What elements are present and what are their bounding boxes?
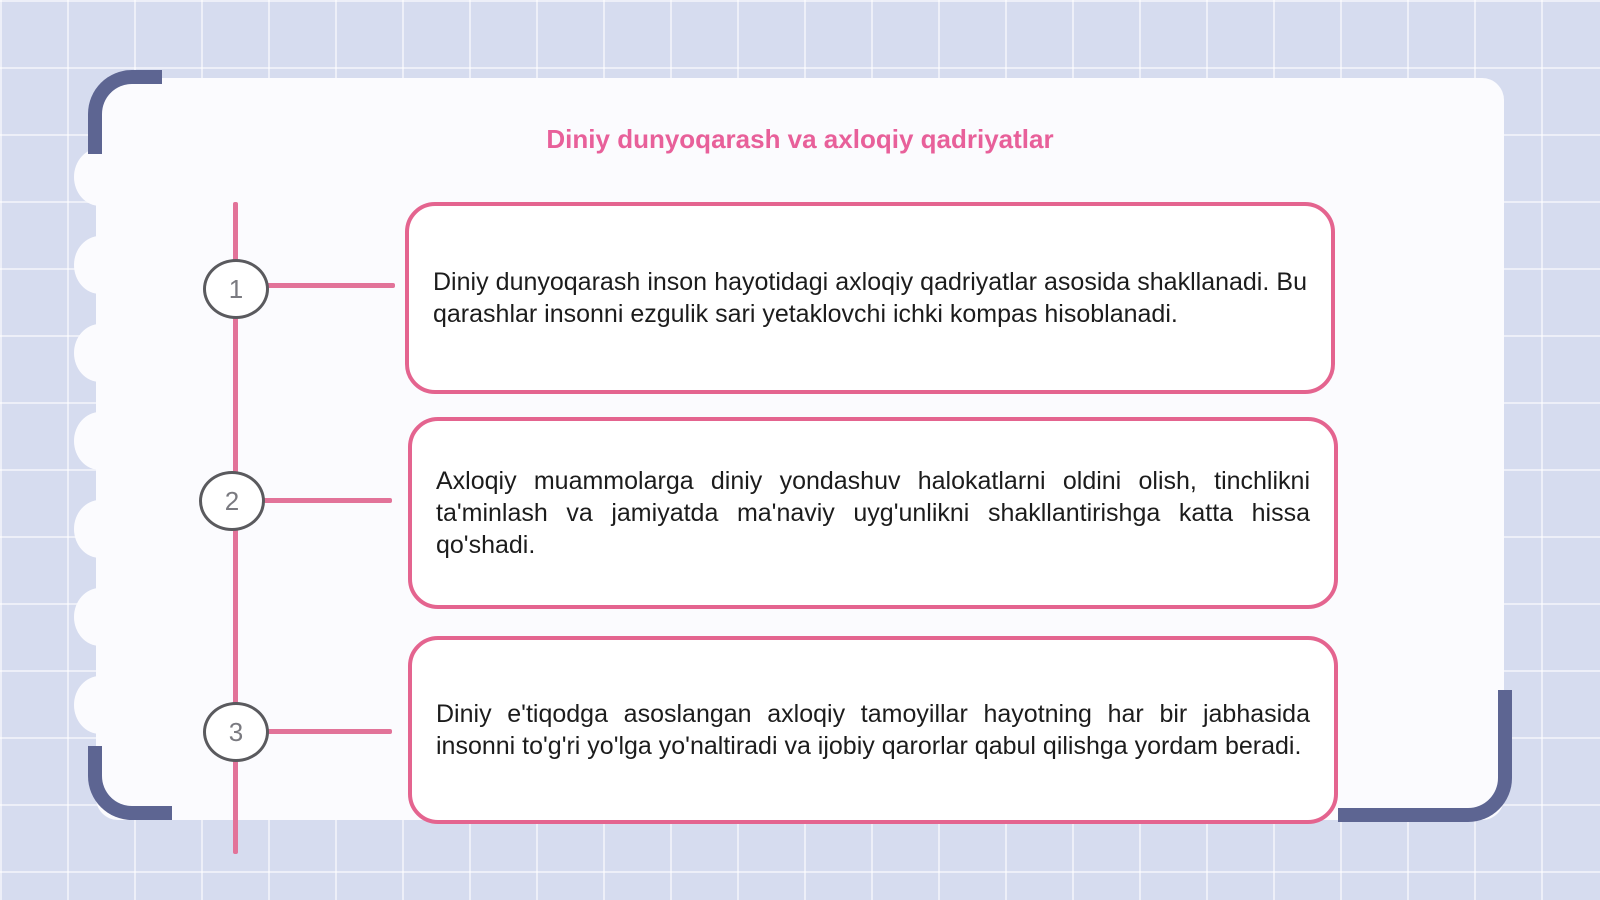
connector-line bbox=[265, 283, 395, 288]
card-scallop bbox=[74, 324, 126, 382]
corner-bracket-bottom-right bbox=[1338, 690, 1512, 822]
step-box bbox=[408, 417, 1338, 609]
step-number-badge bbox=[203, 702, 269, 762]
step-text: Axloqiy muammolarga diniy yondashuv halokatlarni oldini olish, tinchlikni ta'minlash va jamiyatda ma'naviy uyg'unlikni shakllantirishga katta hissa qo'shadi. bbox=[436, 467, 1310, 559]
card-scallop bbox=[74, 588, 126, 646]
step-number-badge bbox=[199, 471, 265, 531]
card-scallop bbox=[74, 412, 126, 470]
connector-line bbox=[262, 498, 392, 503]
step-box bbox=[405, 202, 1335, 394]
slide-title: Diniy dunyoqarash va axloqiy qadriyatlar bbox=[546, 124, 1054, 154]
step-box bbox=[408, 636, 1338, 824]
card-scallop bbox=[74, 500, 126, 558]
card-scallop bbox=[74, 148, 126, 206]
card-scallop bbox=[74, 236, 126, 294]
step-text: Diniy e'tiqodga asoslangan axloqiy tamoyillar hayotning har bir jabhasida insonni to'g'ri yo'lga yo'naltiradi va ijobiy qarorlar qabul qilishga yordam beradi. bbox=[436, 700, 1310, 760]
card-scallop bbox=[74, 676, 126, 734]
step-number: 2 bbox=[224, 485, 240, 516]
step-text: Diniy dunyoqarash inson hayotidagi axloqiy qadriyatlar asosida shakllanadi. Bu qarashlar insonni ezgulik sari yetaklovchi ichki kompas hisoblanadi. bbox=[433, 268, 1307, 328]
connector-line bbox=[266, 729, 392, 734]
step-number: 1 bbox=[228, 273, 244, 304]
step-number: 3 bbox=[228, 716, 244, 747]
step-number-badge bbox=[203, 259, 269, 319]
